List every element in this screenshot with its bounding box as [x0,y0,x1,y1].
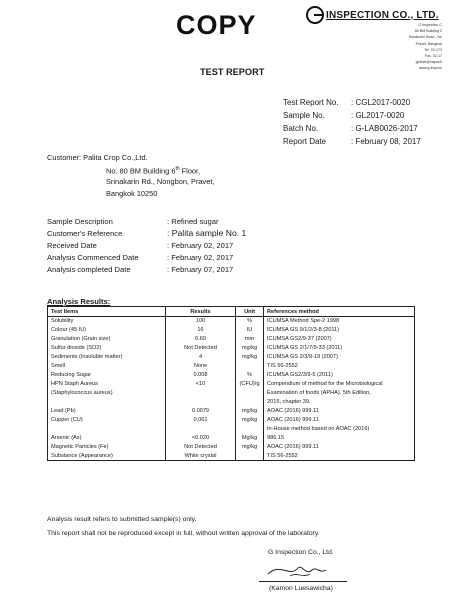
footnote-reproduction: This report shall not be reproduced except in full, without written approval of the laboratory. [47,530,320,537]
customer-address: No. 80 BM Building 6th Floor, Srinakarin Rd., Nongbon, Pravet, Bangkok 10250 [106,165,215,198]
cell-result [166,425,236,434]
cell-method: AOAC (2016) 999.11 [264,443,415,452]
report-title: TEST REPORT [200,67,265,77]
cell-method: Compendium of method for the Microbiological [264,380,415,389]
cell-result: 16 [166,326,236,335]
cell-test-item: Reducing Sugar [48,371,166,380]
cell-test-item: Arsenic (As) [48,434,166,443]
cell-test-item: Colour (45 IU) [48,326,166,335]
cell-result: Not Detected [166,344,236,353]
cell-unit: mg/kg [236,416,264,425]
table-row [48,344,415,353]
cell-unit: mg/kg [236,443,264,452]
ref-row: Report Date : February 08, 2017 [283,137,421,146]
cell-result: None [166,362,236,371]
cell-result: White crystal [166,452,236,461]
signature-line [259,581,347,582]
table-row [48,326,415,335]
col-results: Results [166,307,236,317]
cell-result: <0.020 [166,434,236,443]
cell-unit: Mg/kg [236,434,264,443]
cell-method: ICUMSA GS 2/3/9-19 (2007) [264,353,415,362]
cell-unit [236,425,264,434]
cell-result: 100 [166,317,236,326]
cell-test-item: Lead (Pb) [48,407,166,416]
table-row [48,398,415,407]
cell-method: TIS 56-2552 [264,452,415,461]
cell-unit [236,362,264,371]
cell-test-item: Sediments (Insoluble matter) [48,353,166,362]
cell-unit [236,452,264,461]
table-row [48,371,415,380]
customer-block [47,152,214,199]
analysis-results-heading: Analysis Results: [47,297,111,306]
ref-row: Test Report No. : CGL2017-0020 [283,98,411,107]
cell-result: 0.008 [166,371,236,380]
cell-test-item [48,425,166,434]
cell-result [166,389,236,398]
col-unit: Unit [236,307,264,317]
cell-method: ICUMSA GS 9/1/2/3-8 (2011) [264,326,415,335]
cell-result: 0.60 [166,335,236,344]
table-row [48,452,415,461]
cell-test-item: Sulfur dioxide (SO2) [48,344,166,353]
cell-test-item: (Staphylococcus aureus) [48,389,166,398]
cell-method: ICUMSA GS 2/1/7/9-33 (2011) [264,344,415,353]
report-references [283,96,421,148]
cell-method: Examination of foods (APHA), 5th Edition, [264,389,415,398]
col-method: References method [264,307,415,317]
cell-unit [236,398,264,407]
cell-method: TIS 56-2552 [264,362,415,371]
signature-company: G Inspection Co., Ltd. [268,549,334,556]
cell-result: 4 [166,353,236,362]
sample-info [47,215,246,275]
table-row [48,362,415,371]
cell-unit: mg/kg [236,353,264,362]
cell-unit: mg/kg [236,344,264,353]
cell-result: 0.061 [166,416,236,425]
cell-method: ICUMSA GS2/3/9-5 (2011) [264,371,415,380]
cell-test-item: Cupper (CU) [48,416,166,425]
cell-method: In-House method based on AOAC (2016) [264,425,415,434]
g-logo-icon [306,6,324,24]
cell-result: Not Detected [166,443,236,452]
table-row [48,407,415,416]
table-row [48,317,415,326]
col-test-items: Test Items [48,307,166,317]
company-name: INSPECTION CO., LTD. [326,9,439,21]
sample-row: Received Date : February 02, 2017 [47,240,234,250]
sample-row: Customer's Reference : Palita sample No. 1 [47,228,247,238]
cell-unit: (CFU)/g [236,380,264,389]
cell-test-item: HPN Staph Aureus [48,380,166,389]
table-header-row [48,307,415,317]
company-address: G Inspection C 80 BM Building 2 Srinakarin Road., Ne Pravet, Bangkok Tel. 02-173 Fax. 02-17 gintlab@inspecti www.g-inspect [408,23,442,71]
customer-label: Customer: Palita Crop Co.,Ltd. [47,153,148,162]
cell-unit [236,389,264,398]
table-row [48,335,415,344]
ref-row: Batch No. : G-LAB0026-2017 [283,124,418,133]
cell-unit: mm [236,335,264,344]
cell-test-item: Solubility [48,317,166,326]
cell-method: 986.15 [264,434,415,443]
cell-unit: IU [236,326,264,335]
cell-unit: % [236,317,264,326]
cell-result: <10 [166,380,236,389]
cell-method: ICUMSA Method Spe-2 1998 [264,317,415,326]
cell-test-item [48,398,166,407]
sample-row: Analysis completed Date : February 07, 2017 [47,264,234,274]
cell-result: 0.0079 [166,407,236,416]
sample-row: Sample Description : Refined sugar [47,216,219,226]
cell-method: ICUMSA GS2/9-37 (2007) [264,335,415,344]
handwritten-signature [260,558,340,582]
table-row [48,443,415,452]
table-row [48,416,415,425]
cell-method: AOAC (2016) 999.11 [264,416,415,425]
table-row [48,389,415,398]
table-row [48,425,415,434]
sample-row: Analysis Commenced Date : February 02, 2017 [47,252,234,262]
cell-test-item: Magnetic Particles (Fe) [48,443,166,452]
footnote-scope: Analysis result refers to submitted sample(s) only. [47,516,197,523]
cell-method: AOAC (2016) 999.11 [264,407,415,416]
cell-method: 2015, chapter 39. [264,398,415,407]
signatory-name: (Kamon Luesawicha) [269,585,333,592]
cell-test-item: Granulation (Grain size) [48,335,166,344]
results-table [47,306,415,461]
table-row [48,434,415,443]
table-row [48,380,415,389]
table-row [48,353,415,362]
cell-test-item: Substance (Appearance) [48,452,166,461]
ref-row: Sample No. : GL2017-0020 [283,111,405,120]
cell-unit: mg/kg [236,407,264,416]
cell-test-item: Smell [48,362,166,371]
cell-unit: % [236,371,264,380]
copy-stamp: COPY [176,10,257,40]
cell-result [166,398,236,407]
